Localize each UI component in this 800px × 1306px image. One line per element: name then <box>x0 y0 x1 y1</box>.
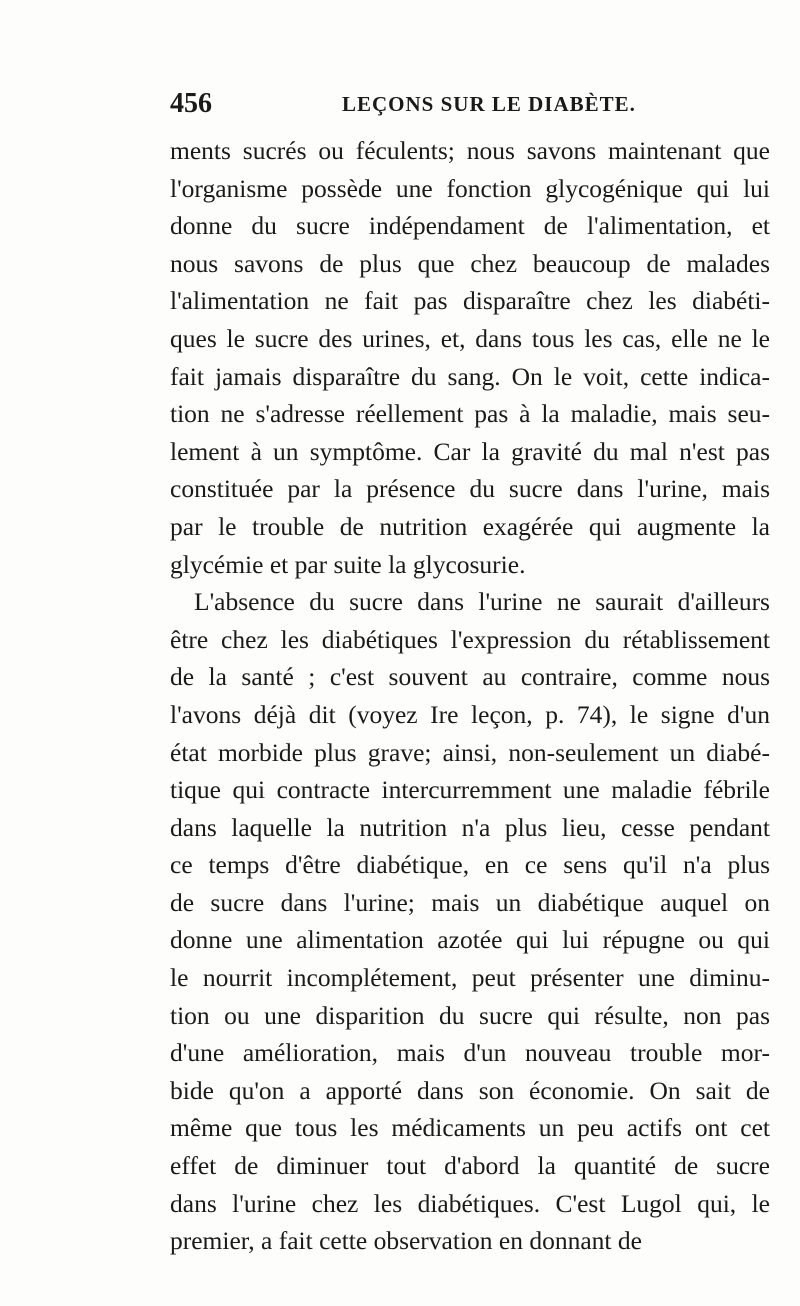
page-number: 456 <box>170 88 212 119</box>
text-line: ques le sucre des urines, et, dans tous les cas, elle ne le <box>170 323 770 353</box>
running-title: LEÇONS SUR LE DIABÈTE. <box>342 92 636 116</box>
text-line: ments sucrés ou féculents; nous savons maintenant que <box>170 136 770 165</box>
text-line: d'une amélioration, mais d'un nouveau trouble mor- <box>170 1038 770 1068</box>
text-line: ce temps d'être diabétique, en ce sens qu'il n'a plus <box>170 850 770 880</box>
text-line: constituée par la présence du sucre dans l'urine, mais <box>170 474 770 504</box>
text-line: tion ou une disparition du sucre qui résulte, non pas <box>170 1000 770 1030</box>
text-line: état morbide plus grave; ainsi, non-seulement un diabé- <box>170 737 770 767</box>
text-line: nous savons de plus que chez beaucoup de malades <box>170 248 770 278</box>
text-line: dans laquelle la nutrition n'a plus lieu, cesse pendant <box>170 812 770 842</box>
text-line: par le trouble de nutrition exagérée qui augmente la <box>170 511 770 541</box>
text-line: fait jamais disparaître du sang. On le voit, cette indica- <box>170 361 770 391</box>
text-line: donne du sucre indépendament de l'alimentation, et <box>170 211 770 241</box>
text-line: l'avons déjà dit (voyez Ire leçon, p. 74), le signe d'un <box>170 699 770 729</box>
text-line: premier, a fait cette observation en donnant de <box>170 1226 642 1256</box>
text-line: tique qui contracte intercurremment une maladie fébrile <box>170 775 770 805</box>
page-header <box>170 88 770 124</box>
text-line: même que tous les médicaments un peu actifs ont cet <box>170 1113 770 1143</box>
text-line: de sucre dans l'urine; mais un diabétique auquel on <box>170 887 770 917</box>
text-line: le nourrit incomplétement, peut présenter une diminu- <box>170 963 770 993</box>
text-line: effet de diminuer tout d'abord la quantité de sucre <box>170 1151 770 1181</box>
text-line: tion ne s'adresse réellement pas à la maladie, mais seu- <box>170 399 770 429</box>
text-line: être chez les diabétiques l'expression du rétablissement <box>170 624 770 654</box>
text-line: lement à un symptôme. Car la gravité du mal n'est pas <box>170 436 770 466</box>
text-line: l'alimentation ne fait pas disparaître chez les diabéti- <box>170 286 770 316</box>
text-line: glycémie et par suite la glycosurie. <box>170 549 526 579</box>
text-line: bide qu'on a apporté dans son économie. On sait de <box>170 1075 770 1105</box>
text-line: donne une alimentation azotée qui lui répugne ou qui <box>170 925 770 955</box>
text-line: dans l'urine chez les diabétiques. C'est Lugol qui, le <box>170 1188 770 1218</box>
text-line: l'organisme possède une fonction glycogénique qui lui <box>170 173 770 203</box>
body-text <box>170 132 770 1260</box>
paragraph-first-line: L'absence du sucre dans l'urine ne saurait d'ailleurs <box>194 587 770 617</box>
text-line: de la santé ; c'est souvent au contraire, comme nous <box>170 662 770 692</box>
